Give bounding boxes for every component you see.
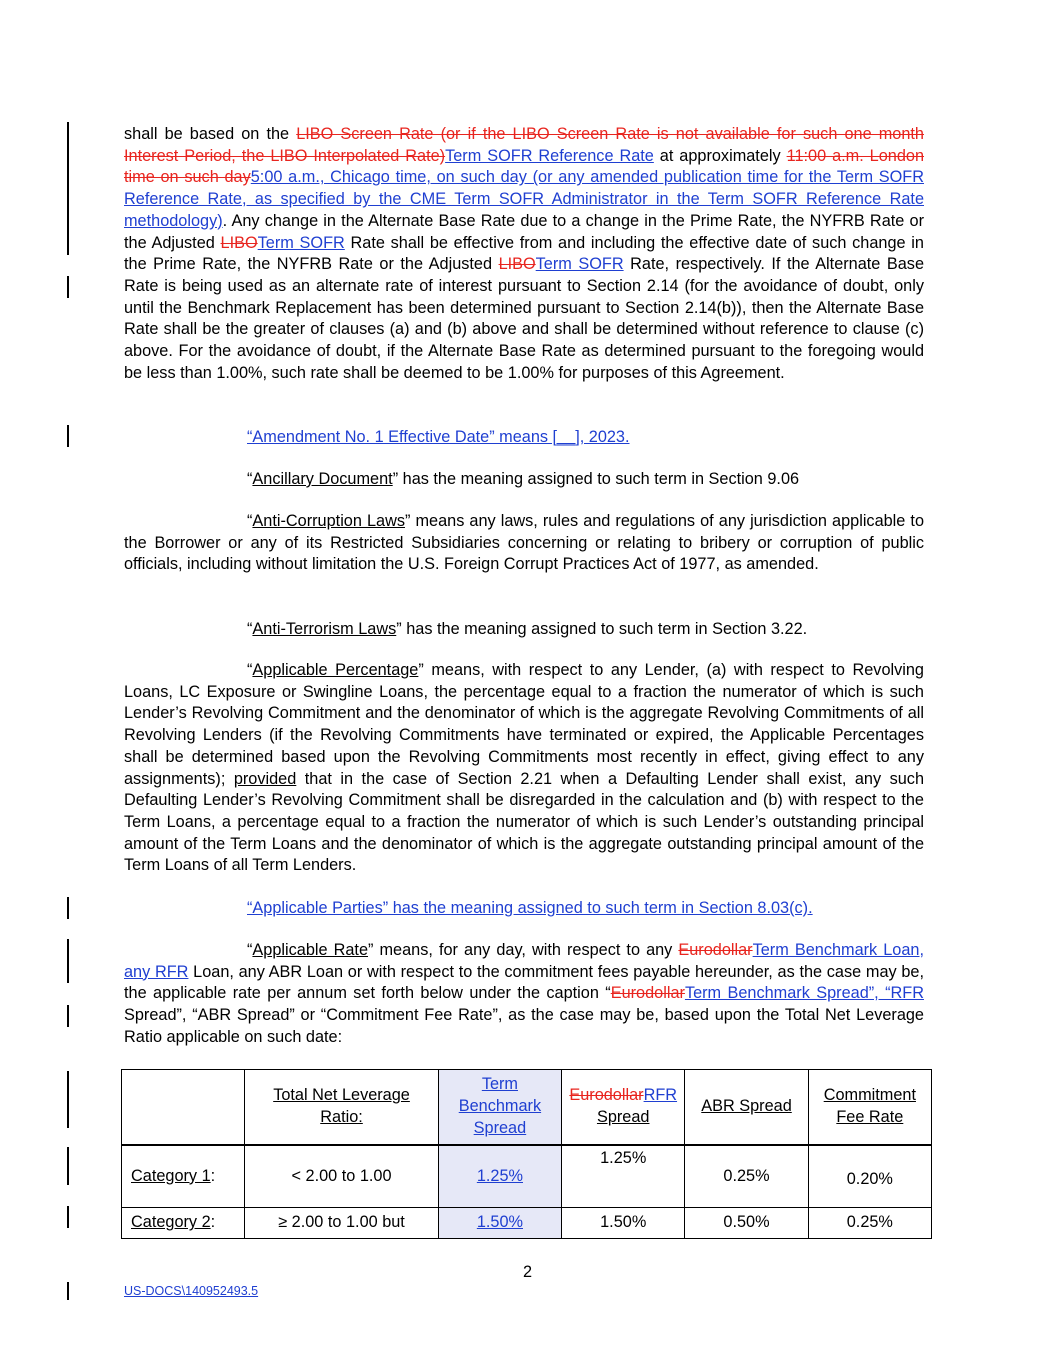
table-header-rfr-spread: EurodollarRFR Spread	[562, 1070, 685, 1146]
change-bar	[67, 1071, 69, 1128]
table-row	[122, 1145, 932, 1208]
inserted-text: 5:00 a.m., Chicago time, on such day (or any amended publication time for the Term SOFR Reference Rate, as specified by the CME Term SOFR Administrator in the Term SOFR Reference Rate methodology)	[124, 168, 924, 230]
deleted-text: LIBO Screen Rate (or if the LIBO Screen Rate is not available for such one month Interest Period, the LIBO Interpolated Rate)	[124, 125, 924, 165]
table-cell-term-benchmark: 1.25%	[438, 1145, 561, 1208]
table-header-row	[122, 1070, 932, 1146]
table-header-empty	[122, 1070, 245, 1146]
applicable-percentage-definition: “Applicable Percentage” means, with respect to any Lender, (a) with respect to Revolving Loans, LC Exposure or Swingline Loans, the percentage equal to a fraction the numerator of which is such Lender’s Revolving Commitment and the denominator of which is the aggregate Revolving Commitments of all Revolving Lenders (if the Revolving Commitments have terminated or expired, the Applicable Percentages shall be determined based upon the Revolving Commitments most recently in effect, giving effect to any assignments); provided that in the case of Section 2.21 when a Defaulting Lender shall exist, any such Defaulting Lender’s Revolving Commitment shall be disregarded in the calculation and (b) with respect to the Term Loans, a percentage equal to a fraction the numerator of which is such Lender’s outstanding principal amount of the Term Loans and the denominator of which is the aggregate outstanding principal amount of the Term Loans of all Term Lenders.	[124, 661, 924, 875]
inserted-text: Term Benchmark Spread”, “RFR	[684, 984, 924, 1003]
applicable-rate-table	[121, 1069, 932, 1239]
defined-term: Anti-Terrorism Laws	[252, 620, 397, 638]
change-bar	[67, 425, 69, 447]
change-bar	[67, 276, 69, 298]
table-header-commitment-fee: Commitment Fee Rate	[808, 1070, 931, 1146]
table-cell-category: Category 2:	[122, 1208, 245, 1239]
inserted-text: Term Benchmark Loan, any RFR	[124, 941, 925, 981]
table-cell-term-benchmark: 1.50%	[438, 1208, 561, 1239]
inserted-text: Term SOFR Reference Rate	[445, 146, 654, 165]
table-cell-ratio: < 2.00 to 1.00	[245, 1145, 438, 1208]
anti-corruption-laws-definition: “Anti-Corruption Laws” means any laws, rules and regulations of any jurisdiction applicable to the Borrower or any of its Restricted Subsidiaries concerning or relating to bribery or corruption of public officials, including without limitation the U.S. Foreign Corrupt Practices Act of 1977, as amended.	[124, 512, 924, 574]
table-row	[122, 1208, 932, 1239]
deleted-text: 11:00 a.m. London time on such day	[124, 146, 924, 187]
amendment-effective-date-definition	[124, 427, 924, 449]
deleted-text: LIBO	[498, 255, 536, 274]
table-cell-abr: 0.25%	[685, 1145, 808, 1208]
defined-term: Applicable Rate	[252, 941, 369, 959]
ancillary-document-definition: “Ancillary Document” has the meaning assigned to such term in Section 9.06	[247, 470, 800, 488]
table-cell-rfr: 1.25%	[562, 1145, 685, 1208]
inserted-text: “Applicable Parties” has the meaning assigned to such term in Section 8.03(c).	[247, 899, 813, 917]
deleted-text: LIBO	[220, 233, 258, 252]
document-id-footer: US-DOCS\140952493.5	[124, 1284, 259, 1298]
inserted-text: Term SOFR	[257, 233, 345, 252]
change-bar	[67, 1005, 69, 1027]
inserted-text: “Amendment No. 1 Effective Date” means [__], 2023.	[247, 428, 630, 446]
deleted-text: Eurodollar	[610, 984, 685, 1003]
table-cell-category: Category 1:	[122, 1145, 245, 1208]
change-bar	[67, 122, 69, 255]
change-bar	[67, 1147, 69, 1185]
deleted-text: Eurodollar	[678, 941, 753, 959]
provided-term: provided	[233, 769, 297, 788]
applicable-parties-definition	[124, 898, 924, 920]
table-cell-commitment: 0.20%	[808, 1145, 931, 1208]
change-bar	[67, 939, 69, 983]
table-header-ratio: Total Net Leverage Ratio:	[245, 1070, 438, 1146]
change-bar	[67, 1282, 69, 1300]
change-bar	[67, 897, 69, 919]
table-cell-ratio: ≥ 2.00 to 1.00 but	[245, 1208, 438, 1239]
change-bar	[67, 1206, 69, 1228]
defined-term: Anti-Corruption Laws	[252, 512, 405, 530]
table-header-abr-spread: ABR Spread	[685, 1070, 808, 1146]
table-cell-rfr: 1.50%	[562, 1208, 685, 1239]
table-cell-abr: 0.50%	[685, 1208, 808, 1239]
defined-term: Applicable Percentage	[252, 661, 419, 679]
applicable-rate-definition: “Applicable Rate” means, for any day, with respect to any EurodollarTerm Benchmark Loan, any RFR Loan, any ABR Loan or with respect to the commitment fees payable hereunder, as the case may be, the applicable rate per annum set forth below under the caption “EurodollarTerm Benchmark Spread”, “RFR Spread”, “ABR Spread” or “Commitment Fee Rate”, as the case may be, based upon the Total Net Leverage Ratio applicable on such date:	[124, 941, 925, 1046]
table-cell-commitment: 0.25%	[808, 1208, 931, 1239]
inserted-text: Term SOFR	[535, 255, 624, 274]
page-number: 2	[522, 1263, 533, 1281]
anti-terrorism-laws-definition: “Anti-Terrorism Laws” has the meaning assigned to such term in Section 3.22.	[247, 620, 808, 638]
defined-term: Ancillary Document	[252, 470, 393, 488]
alternate-base-rate-paragraph: shall be based on the LIBO Screen Rate (or if the LIBO Screen Rate is not available for such one month Interest Period, the LIBO Interpolated Rate)Term SOFR Reference Rate at approximately 11:00 a.m. London time on such day5:00 a.m., Chicago time, on such day (or any amended publication time for the Term SOFR Reference Rate, as specified by the CME Term SOFR Administrator in the Term SOFR Reference Rate methodology). Any change in the Alternate Base Rate due to a change in the Prime Rate, the NYFRB Rate or the Adjusted LIBOTerm SOFR Rate shall be effective from and including the effective date of such change in the Prime Rate, the NYFRB Rate or the Adjusted LIBOTerm SOFR Rate, respectively. If the Alternate Base Rate is being used as an alternate rate of interest pursuant to Section 2.14 (for the avoidance of doubt, only until the Benchmark Replacement has been determined pursuant to Section 2.14(b)), then the Alternate Base Rate shall be the greater of clauses (a) and (b) above and shall be determined without reference to clause (c) above. For the avoidance of doubt, if the Alternate Base Rate as determined pursuant to the foregoing would be less than 1.00%, such rate shall be deemed to be 1.00% for purposes of this Agreement.	[124, 125, 924, 382]
table-header-term-benchmark: Term Benchmark Spread	[438, 1070, 561, 1146]
